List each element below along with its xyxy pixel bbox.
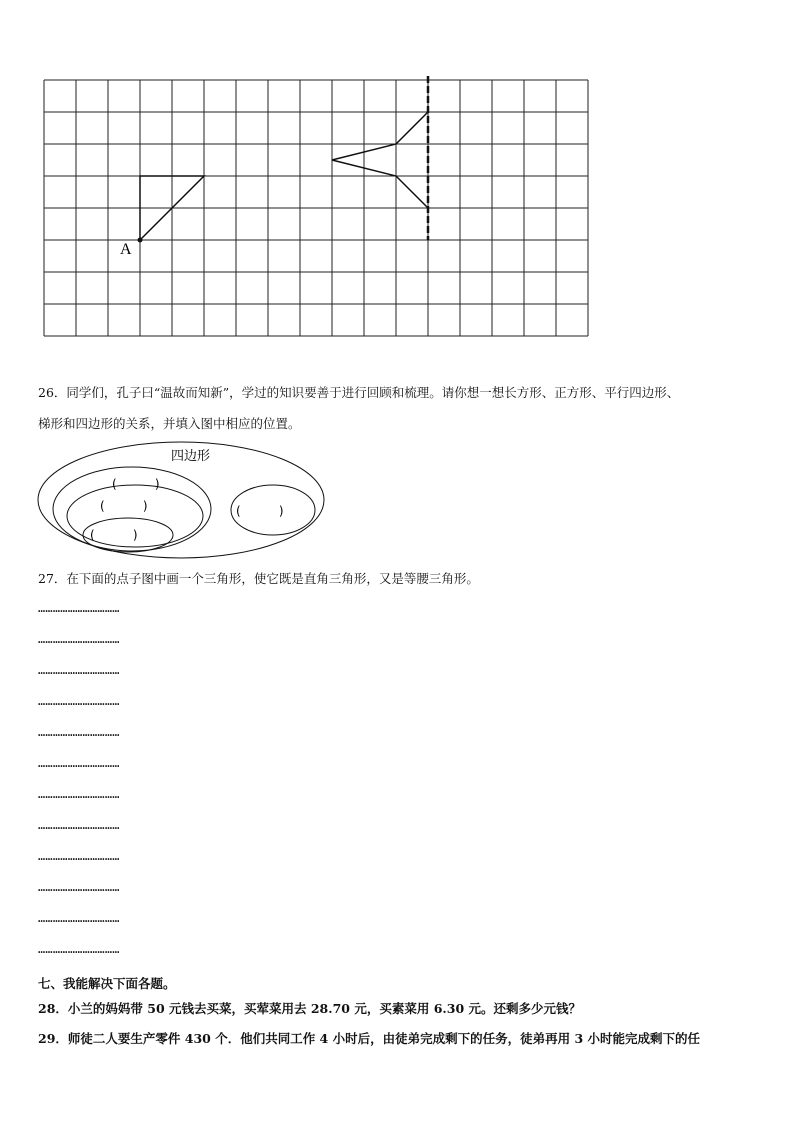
quadrilateral-diagram	[36, 438, 328, 562]
q29-text: 29．师徒二人要生产零件 430 个．他们共同工作 4 小时后，由徒弟完成剩下的任务，徒弟再用 3 小时能完成剩下的任	[38, 1031, 700, 1046]
dot-row: ……………………………	[38, 942, 120, 956]
dot-row: ……………………………	[38, 818, 120, 832]
point-a-dot	[138, 238, 143, 243]
blank-rectangle[interactable]: ( )	[100, 499, 148, 513]
section-title: 七、我能解决下面各题。	[38, 976, 176, 991]
grid-figure	[38, 74, 594, 346]
q26-line1: 26．同学们，孔子曰“温故而知新”，学过的知识要善于进行回顾和梳理。请你想一想长方形、正方形、平行四边形、	[38, 385, 680, 400]
dot-row: ……………………………	[38, 849, 120, 863]
dot-row: ……………………………	[38, 694, 120, 708]
q28-text: 28．小兰的妈妈带 50 元钱去买菜，买荤菜用去 28.70 元，买素菜用 6.30 元。还剩多少元钱？	[38, 1001, 581, 1016]
dot-row: ……………………………	[38, 663, 120, 677]
half-arrow-shape	[332, 112, 428, 208]
dot-row: ……………………………	[38, 880, 120, 894]
dot-row: ……………………………	[38, 601, 120, 615]
dot-row: ……………………………	[38, 756, 120, 770]
q26-line2: 梯形和四边形的关系，并填入图中相应的位置。	[38, 416, 301, 431]
point-a-label: A	[120, 241, 132, 258]
dot-row: ……………………………	[38, 725, 120, 739]
blank-trapezoid[interactable]: ( )	[236, 504, 284, 518]
blank-parallelogram[interactable]: ( )	[112, 477, 160, 491]
dot-row: ……………………………	[38, 632, 120, 646]
quadrilateral-svg	[36, 438, 328, 562]
dot-row: ……………………………	[38, 787, 120, 801]
q27-text: 27．在下面的点子图中画一个三角形，使它既是直角三角形，又是等腰三角形。	[38, 571, 479, 586]
quadrilateral-label: 四边形	[171, 449, 211, 464]
dot-row: ……………………………	[38, 911, 120, 925]
blank-square[interactable]: ( )	[90, 528, 138, 542]
grid-svg	[38, 74, 594, 346]
